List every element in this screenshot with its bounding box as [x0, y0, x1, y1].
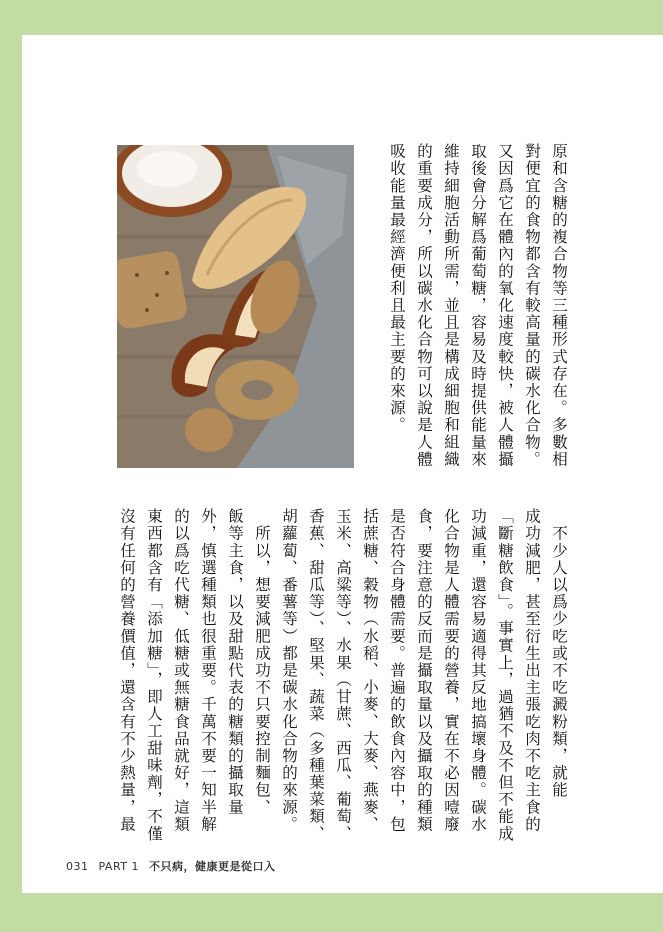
- text-column: 食，要注意的反而是攝取量以及攝取的種類: [415, 508, 433, 833]
- bread-and-flour-photo: [117, 145, 354, 468]
- text-column: 成功減肥，甚至衍生出主張吃肉不吃主食的: [523, 508, 541, 833]
- text-column: 化合物是人體需要的營養，實在不必因噎廢: [442, 508, 460, 833]
- text-column: 維持細胞活動所需，並且是構成細胞和組織: [442, 143, 460, 468]
- text-column: 沒有任何的營養價值，還含有不少熱量，最: [118, 508, 136, 833]
- page-number: 031: [66, 860, 89, 873]
- book-page: [22, 35, 663, 893]
- text-column: 對便宜的食物都含有較高量的碳水化合物。: [523, 143, 541, 468]
- text-column: 胡蘿蔔、番薯等）都是碳水化合物的來源。: [280, 508, 298, 833]
- chapter-title: 不只病，健康更是從口入: [149, 860, 276, 873]
- text-column: 吸收能量最經濟便利且最主要的來源。: [388, 143, 406, 434]
- text-column: 不少人以爲少吃或不吃澱粉類，就能: [550, 508, 568, 799]
- text-column: 香蕉、甜瓜等）、堅果、蔬菜（多種葉菜類、: [307, 508, 325, 843]
- page-footer: [66, 858, 282, 874]
- text-column: 東西都含有「添加糖」，即人工甜味劑，不僅: [145, 508, 163, 843]
- text-column: 的重要成分，所以碳水化合物可以說是人體: [415, 143, 433, 468]
- text-column: 玉米、高粱等）、水果（甘蔗、西瓜、葡萄、: [334, 508, 352, 843]
- text-column: 原和含糖的複合物等三種形式存在。多數相: [550, 143, 568, 468]
- text-column: 所以，想要減肥成功不只要控制麵包、: [253, 508, 271, 816]
- text-column: 括蔗糖、穀物（水稻、小麥、大麥、燕麥、: [361, 508, 379, 833]
- text-block-top: [387, 143, 568, 473]
- text-block-bottom: [117, 508, 568, 843]
- text-column: 功減重，還容易適得其反地搞壞身體。碳水: [469, 508, 487, 833]
- text-column: 「斷糖飲食」。事實上，過猶不及不但不能成: [496, 508, 514, 843]
- text-column: 的以爲吃代糖、低糖或無糖食品就好，這類: [172, 508, 190, 833]
- text-column: 取後會分解爲葡萄糖，容易及時提供能量來: [469, 143, 487, 468]
- text-column: 外，慎選種類也很重要。千萬不要一知半解: [199, 508, 217, 833]
- text-column: 又因爲它在體內的氧化速度較快，被人體攝: [496, 143, 514, 468]
- part-label: PART 1: [98, 860, 140, 873]
- text-column: 飯等主食，以及甜點代表的糖類的攝取量: [226, 508, 244, 816]
- text-column: 是否符合身體需要。普遍的飲食內容中，包: [388, 508, 406, 833]
